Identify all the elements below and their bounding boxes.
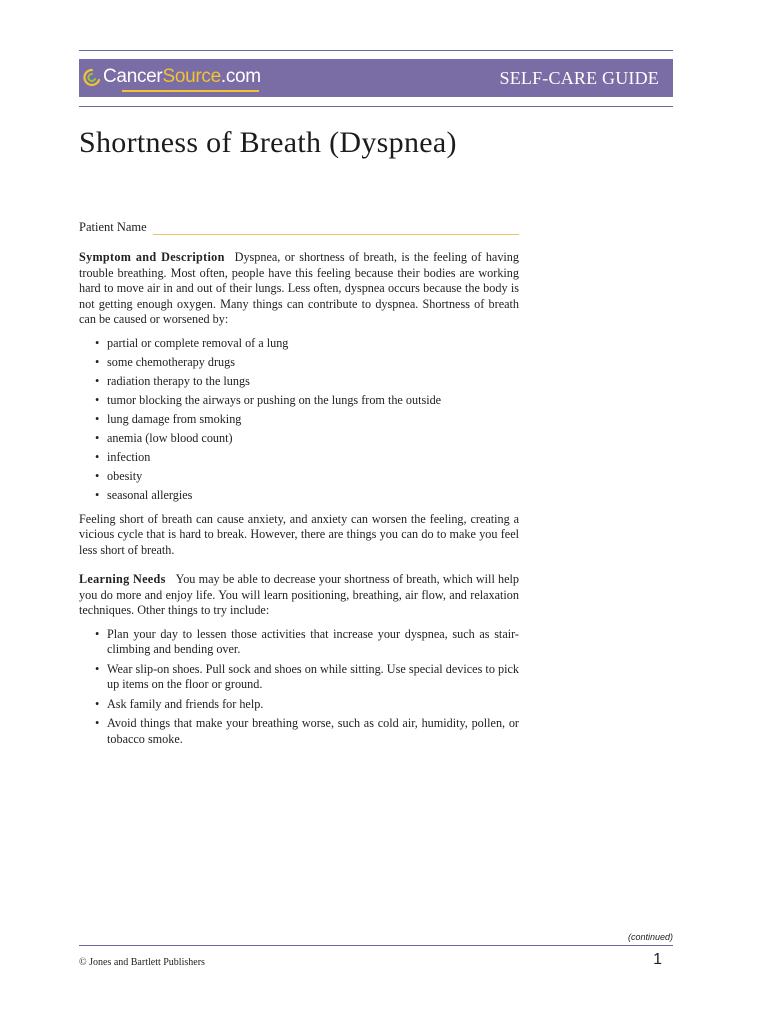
list-item: • partial or complete removal of a lung xyxy=(79,336,519,352)
continued-note: (continued) xyxy=(627,932,673,942)
document-body xyxy=(79,250,519,751)
logo-text-cancer: Cancer xyxy=(103,66,163,87)
guide-label: SELF-CARE GUIDE xyxy=(499,67,659,88)
list-item: • obesity xyxy=(79,469,519,485)
logo-underline xyxy=(122,90,259,92)
list-item: • tumor blocking the airways or pushing on the lungs from the outside xyxy=(79,393,519,409)
page-number: 1 xyxy=(653,951,662,968)
learning-paragraph xyxy=(79,572,519,619)
list-item: • Ask family and friends for help. xyxy=(79,697,519,713)
learning-text: You may be able to decrease your shortness of breath, which will help you do more and enjoy life. You will learn positioning, breathing, air flow, and relaxation techniques. Other things to try include: xyxy=(79,572,520,618)
logo-swirl-icon xyxy=(83,68,101,88)
patient-name-field[interactable] xyxy=(153,224,519,235)
causes-list xyxy=(79,336,519,504)
list-item: • Plan your day to lessen those activities that increase your dyspnea, such as stair-climbing and bending over. xyxy=(79,627,519,658)
list-item: • Wear slip-on shoes. Pull sock and shoes on while sitting. Use special devices to pick up items on the floor or ground. xyxy=(79,662,519,693)
list-item: • some chemotherapy drugs xyxy=(79,355,519,371)
logo-text-com: .com xyxy=(220,66,261,87)
learning-heading: Learning Needs xyxy=(79,572,166,587)
symptom-text: Dyspnea, or shortness of breath, is the feeling of having trouble breathing. Most often, people have this feeling because their bodies are working hard to move air in and out of their lungs. Less often, dyspnea occurs because the body is not getting enough oxygen. Many things can contribute to dyspnea. Shortness of breath can be caused or worsened by: xyxy=(79,250,519,326)
list-item: • anemia (low blood count) xyxy=(79,431,519,447)
logo-wordmark xyxy=(103,66,261,88)
header-bottom-rule xyxy=(79,106,673,107)
logo xyxy=(83,59,261,97)
tips-list xyxy=(79,627,519,748)
closing-paragraph: Feeling short of breath can cause anxiety, and anxiety can worsen the feeling, creating a vicious cycle that is hard to break. However, there are things you can do to make you feel less short of breath. xyxy=(79,511,519,557)
logo-text-source: Source xyxy=(162,66,221,87)
footer-rule xyxy=(79,945,673,946)
page-title: Shortness of Breath (Dyspnea) xyxy=(79,126,457,159)
header-band xyxy=(79,59,673,97)
patient-name-row xyxy=(79,220,519,235)
top-rule xyxy=(79,50,673,51)
list-item: • seasonal allergies xyxy=(79,488,519,504)
list-item: • Avoid things that make your breathing worse, such as cold air, humidity, pollen, or tobacco smoke. xyxy=(79,716,519,747)
copyright: © Jones and Bartlett Publishers xyxy=(79,957,205,968)
section-gap xyxy=(79,558,519,572)
list-item: • lung damage from smoking xyxy=(79,412,519,428)
patient-name-label: Patient Name xyxy=(79,220,147,234)
symptom-paragraph xyxy=(79,250,519,328)
list-item: • radiation therapy to the lungs xyxy=(79,374,519,390)
symptom-heading: Symptom and Description xyxy=(79,250,225,264)
list-item: • infection xyxy=(79,450,519,466)
